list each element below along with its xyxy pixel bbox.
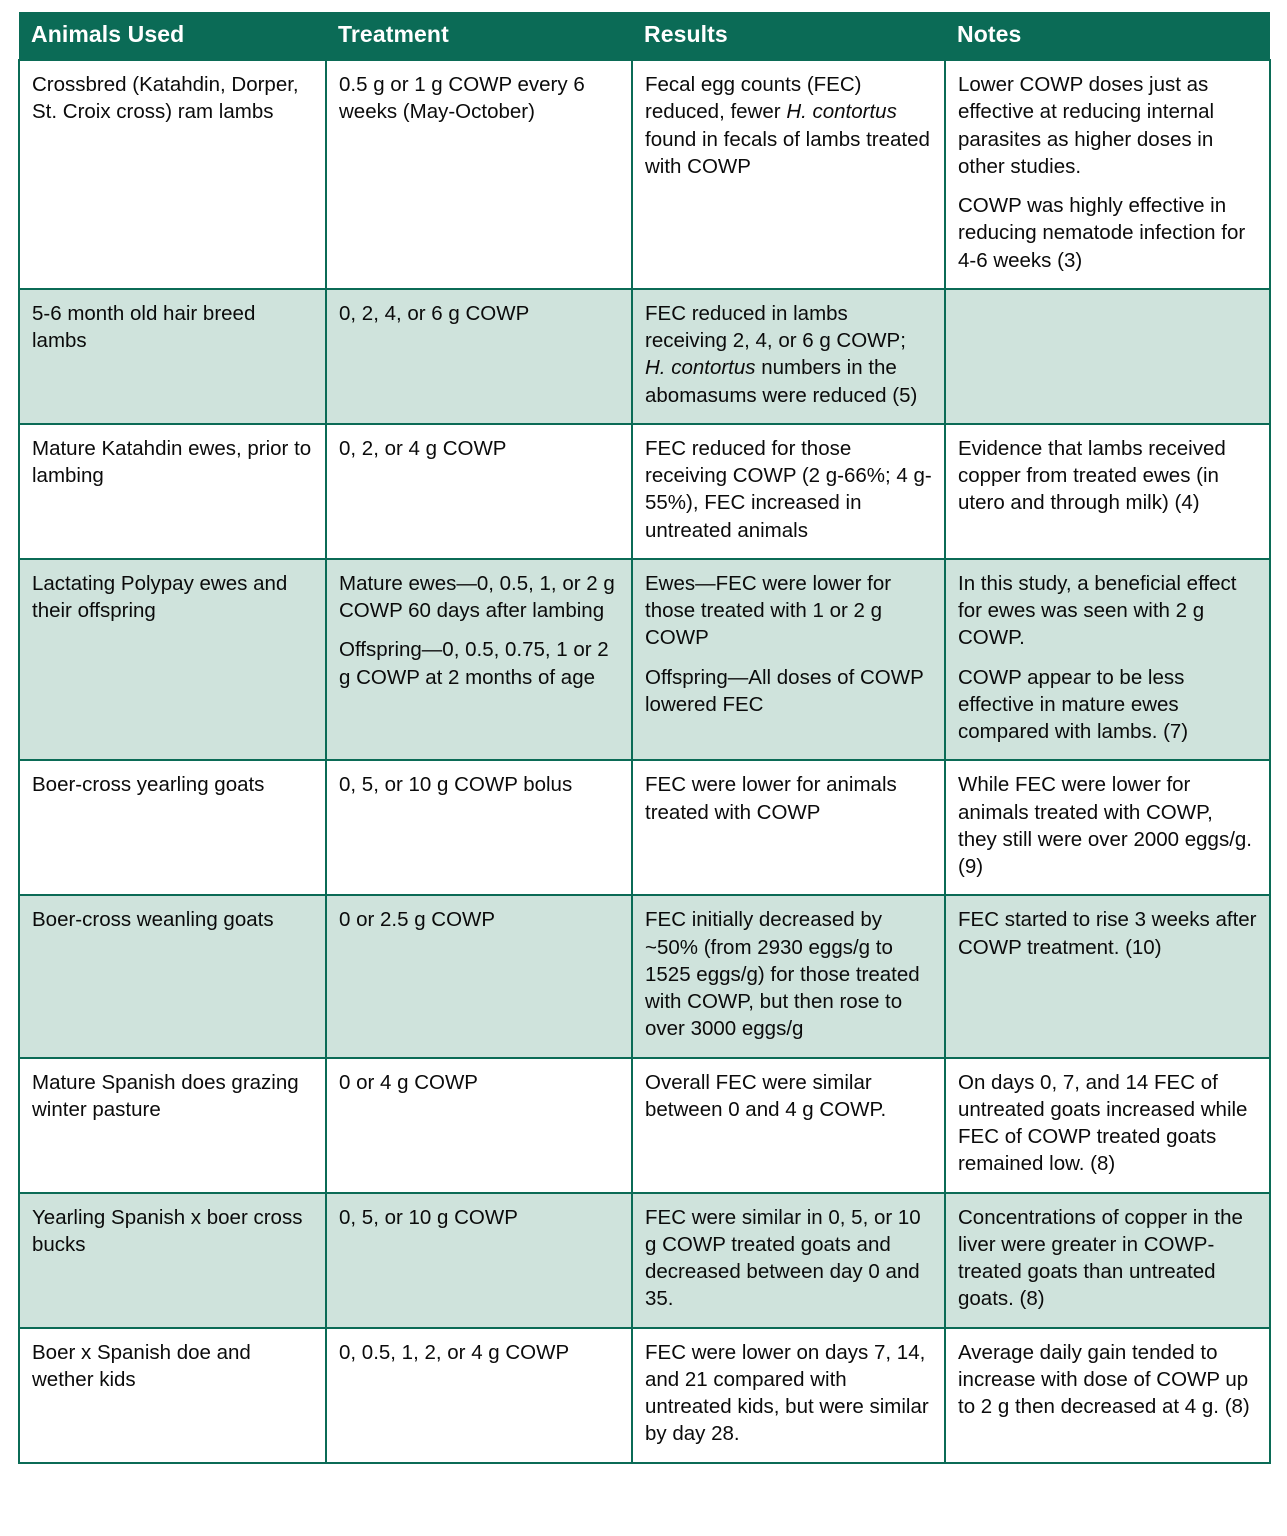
cell-paragraph [958, 300, 1257, 327]
table-row [19, 760, 1270, 895]
cell-notes [945, 289, 1270, 424]
table-row [19, 289, 1270, 424]
cell-paragraph: Mature Spanish does grazing winter pasture [32, 1070, 299, 1121]
cell-animals-used [19, 895, 326, 1057]
cell-paragraph: Crossbred (Katahdin, Dorper, St. Croix cross) ram lambs [32, 73, 299, 124]
cell-animals-used [19, 289, 326, 424]
cell-animals-used [19, 424, 326, 559]
cell-treatment [326, 1328, 632, 1463]
cell-notes [945, 1193, 1270, 1328]
cell-paragraph: Fecal egg counts (FEC) reduced, fewer H. contortus found in fecals of lambs treated with COWP [645, 73, 930, 178]
cell-treatment [326, 289, 632, 424]
table-row [19, 1328, 1270, 1463]
table-row [19, 424, 1270, 559]
cell-paragraph: 0, 5, or 10 g COWP [339, 1205, 518, 1229]
table-row [19, 1193, 1270, 1328]
cell-treatment [326, 559, 632, 761]
table-row [19, 559, 1270, 761]
cell-paragraph: 0.5 g or 1 g COWP every 6 weeks (May-October) [339, 73, 585, 124]
cell-results [632, 559, 945, 761]
cell-paragraph: Ewes—FEC were lower for those treated with 1 or 2 g COWP [645, 571, 892, 650]
cell-paragraph: 0, 2, or 4 g COWP [339, 436, 507, 460]
cell-paragraph: COWP appear to be less effective in mature ewes compared with lambs. (7) [958, 665, 1189, 743]
table-row [19, 895, 1270, 1057]
table-body [19, 60, 1270, 1463]
cell-notes [945, 1328, 1270, 1463]
cell-paragraph: Concentrations of copper in the liver were greater in COWP-treated goats than untreated goats. (8) [958, 1205, 1243, 1311]
cell-paragraph: 0 or 4 g COWP [339, 1070, 478, 1094]
cell-treatment [326, 60, 632, 289]
cell-paragraph: Boer x Spanish doe and wether kids [32, 1340, 251, 1391]
cell-results [632, 760, 945, 895]
cell-animals-used [19, 1193, 326, 1328]
table-row [19, 60, 1270, 289]
cell-results [632, 1328, 945, 1463]
table-header [19, 12, 1270, 60]
cell-paragraph: FEC reduced in lambs receiving 2, 4, or 6 g COWP; H. contortus numbers in the abomasums were reduced (5) [645, 301, 918, 407]
cell-notes [945, 1058, 1270, 1193]
cell-paragraph: FEC were lower on days 7, 14, and 21 compared with untreated kids, but were similar by day 28. [645, 1340, 929, 1446]
cell-paragraph: Lactating Polypay ewes and their offspring [32, 571, 288, 622]
cell-paragraph: 5-6 month old hair breed lambs [32, 301, 256, 352]
cell-treatment [326, 895, 632, 1057]
cell-results [632, 895, 945, 1057]
cell-results [632, 1058, 945, 1193]
cell-paragraph: FEC reduced for those receiving COWP (2 g-66%; 4 g- 55%), FEC increased in untreated animals [645, 436, 932, 542]
cell-paragraph: 0, 5, or 10 g COWP bolus [339, 773, 573, 797]
cell-animals-used [19, 760, 326, 895]
cell-paragraph: Mature ewes—0, 0.5, 1, or 2 g COWP 60 days after lambing [339, 571, 615, 622]
cell-notes [945, 60, 1270, 289]
cell-paragraph: 0, 0.5, 1, 2, or 4 g COWP [339, 1340, 570, 1364]
cell-treatment [326, 760, 632, 895]
cell-paragraph: FEC initially decreased by ~50% (from 2930 eggs/g to 1525 eggs/g) for those treated with COWP, but then rose to over 3000 eggs/g [645, 908, 920, 1041]
cell-treatment [326, 1058, 632, 1193]
cell-results [632, 60, 945, 289]
study-summary-table [18, 12, 1271, 1464]
cell-notes [945, 424, 1270, 559]
cell-animals-used [19, 1328, 326, 1463]
cell-treatment [326, 1193, 632, 1328]
column-header-notes: Notes [945, 12, 1270, 60]
cell-paragraph: FEC were lower for animals treated with COWP [645, 773, 897, 824]
cell-paragraph: While FEC were lower for animals treated with COWP, they still were over 2000 eggs/g. (9) [958, 773, 1252, 878]
table-header-row [19, 12, 1270, 60]
cell-animals-used [19, 559, 326, 761]
table-row [19, 1058, 1270, 1193]
cell-animals-used [19, 60, 326, 289]
cell-animals-used [19, 1058, 326, 1193]
cell-results [632, 289, 945, 424]
cell-paragraph: Offspring—All doses of COWP lowered FEC [645, 665, 924, 716]
cell-paragraph: Overall FEC were similar between 0 and 4 g COWP. [645, 1070, 887, 1121]
cell-paragraph: FEC started to rise 3 weeks after COWP treatment. (10) [958, 908, 1257, 959]
cell-treatment [326, 424, 632, 559]
column-header-results: Results [632, 12, 945, 60]
cell-paragraph: Lower COWP doses just as effective at reducing internal parasites as higher doses in other studies. [958, 73, 1215, 178]
cell-paragraph: COWP was highly effective in reducing nematode infection for 4-6 weeks (3) [958, 194, 1246, 272]
cell-paragraph: 0 or 2.5 g COWP [339, 908, 496, 932]
cell-paragraph: In this study, a beneficial effect for ewes was seen with 2 g COWP. [958, 571, 1237, 650]
cell-results [632, 424, 945, 559]
column-header-animals-used: Animals Used [19, 12, 326, 60]
cell-notes [945, 895, 1270, 1057]
cell-results [632, 1193, 945, 1328]
cell-notes [945, 559, 1270, 761]
cell-paragraph: Average daily gain tended to increase with dose of COWP up to 2 g then decreased at 4 g. (8) [958, 1340, 1250, 1418]
column-header-treatment: Treatment [326, 12, 632, 60]
cell-paragraph: Mature Katahdin ewes, prior to lambing [32, 436, 312, 487]
cell-notes [945, 760, 1270, 895]
cell-paragraph: Boer-cross yearling goats [32, 773, 265, 797]
cell-paragraph: Offspring—0, 0.5, 0.75, 1 or 2 g COWP at 2 months of age [339, 638, 609, 689]
cell-paragraph: FEC were similar in 0, 5, or 10 g COWP treated goats and decreased between day 0 and 35. [645, 1205, 921, 1311]
cell-paragraph: 0, 2, 4, or 6 g COWP [339, 301, 530, 325]
cell-paragraph: On days 0, 7, and 14 FEC of untreated goats increased while FEC of COWP treated goats remained low. (8) [958, 1070, 1248, 1176]
cell-paragraph: Yearling Spanish x boer cross bucks [32, 1205, 303, 1256]
cell-paragraph: Evidence that lambs received copper from treated ewes (in utero and through milk) (4) [958, 436, 1226, 515]
cell-paragraph: Boer-cross weanling goats [32, 908, 274, 932]
